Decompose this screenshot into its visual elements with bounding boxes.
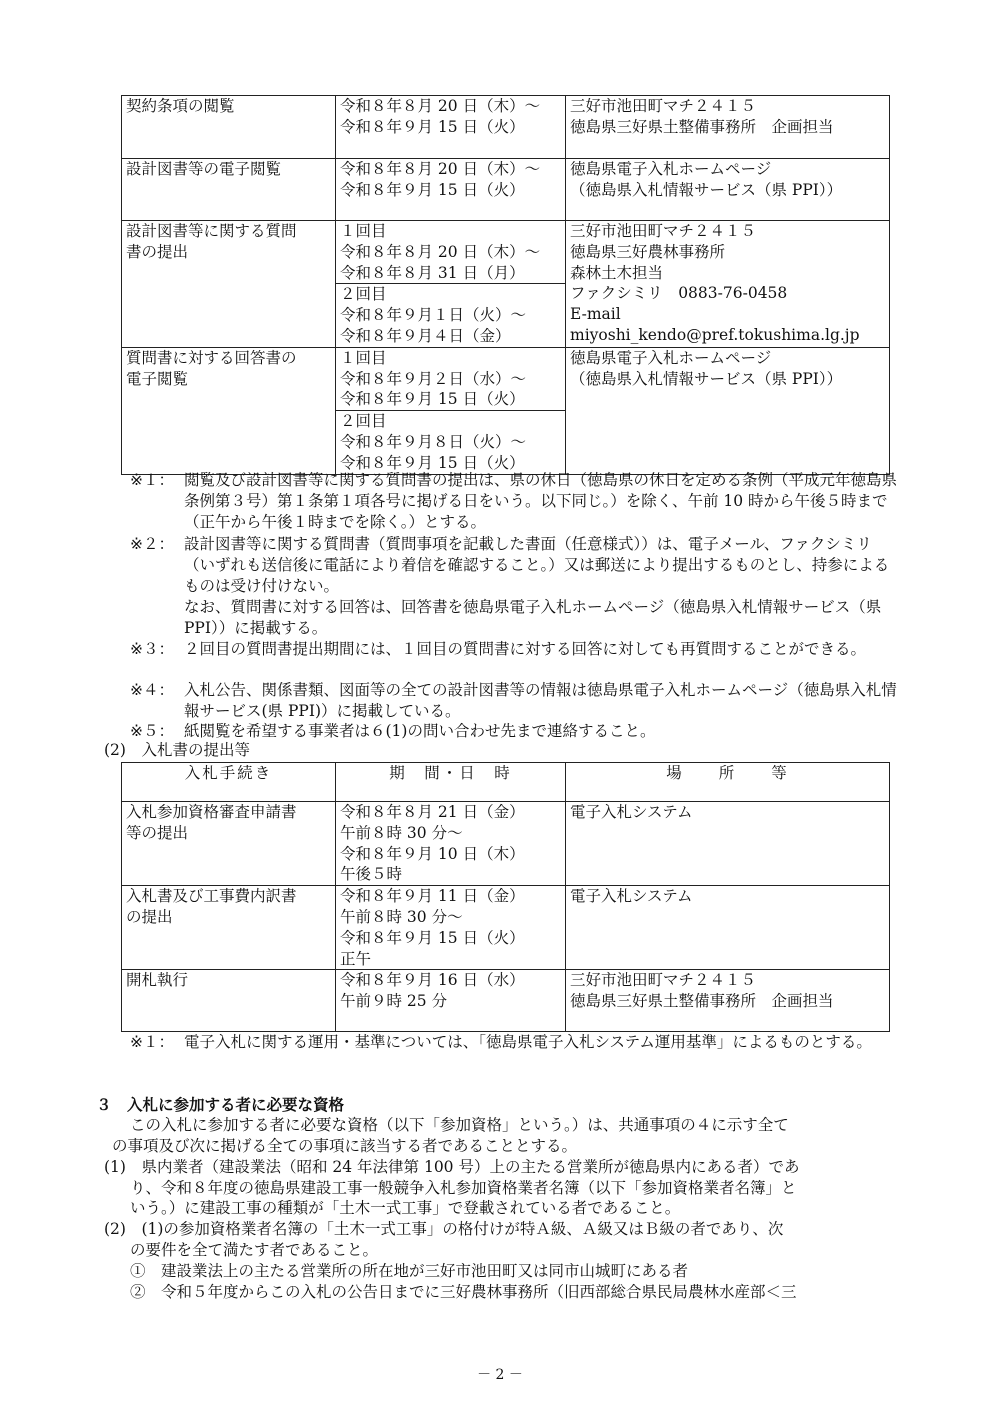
- column-header: 期 間・日 時: [336, 763, 566, 802]
- note-1: ※１： 閲覧及び設計図書等に関する質問書の提出は、県の休日（徳島県の休日を定める条例（平成元年徳島県条例第３号）第１条第１項各号に掲げる日をいう。以下同じ。）を除く、午前 10 時から午後５時まで（正午から午後１時までを除く。）とする。: [130, 471, 898, 531]
- table-header-row: [122, 763, 890, 802]
- row-place: 徳島県電子入札ホームページ （徳島県入札情報サービス（県 PPI））: [566, 347, 890, 474]
- schedule-table-2: [121, 762, 890, 1032]
- row-label: 設計図書等の電子閲覧: [122, 159, 336, 221]
- row-period-first: １回目 令和８年９月２日（水）～ 令和８年９月 15 日（火）: [336, 347, 566, 410]
- row-label: 設計図書等に関する質問 書の提出: [122, 221, 336, 348]
- row-place: 三好市池田町マチ２４１５ 徳島県三好県土整備事務所 企画担当: [566, 970, 890, 1032]
- row-label: 契約条項の閲覧: [122, 96, 336, 159]
- section-2-heading: (2) 入札書の提出等: [104, 741, 250, 759]
- sub-item-2: ② 令和５年度からこの入札の公告日までに三好農林事務所（旧西部総合県民局農林水産部＜三: [130, 1283, 797, 1301]
- section-3-intro-line: この入札に参加する者に必要な資格（以下「参加資格」という。）は、共通事項の４に示す全て: [130, 1116, 789, 1134]
- item-1-line: (1) 県内業者（建設業法（昭和 24 年法律第 100 号）上の主たる営業所が徳島県内にある者）であ: [104, 1158, 800, 1176]
- row-label: 開札執行: [122, 970, 336, 1032]
- note-2-supplement: なお、質問書に対する回答は、回答書を徳島県電子入札ホームページ（徳島県入札情報サービス（県 PPI））に掲載する。: [184, 598, 882, 637]
- page-number: － 2 －: [477, 1367, 523, 1383]
- table-row: [122, 347, 890, 410]
- row-place: 電子入札システム: [566, 802, 890, 886]
- table-row: [122, 159, 890, 221]
- sub-item-1: ① 建設業法上の主たる営業所の所在地が三好市池田町又は同市山城町にある者: [130, 1262, 689, 1280]
- item-2-line: の要件を全て満たす者であること。: [130, 1241, 379, 1259]
- table-row: [122, 96, 890, 159]
- row-period: 令和８年８月 21 日（金） 午前８時 30 分～ 令和８年９月 10 日（木） 午後５時: [336, 802, 566, 886]
- row-period-second: ２回目 令和８年９月１日（火）～ 令和８年９月４日（金）: [336, 284, 566, 347]
- row-period: 令和８年９月 16 日（水） 午前９時 25 分: [336, 970, 566, 1032]
- table-row: [122, 886, 890, 970]
- row-place: 三好市池田町マチ２４１５ 徳島県三好県土整備事務所 企画担当: [566, 96, 890, 159]
- column-header: 入札手続き: [122, 763, 336, 802]
- table-row: [122, 802, 890, 886]
- section-3-intro-line: の事項及び次に掲げる全ての事項に該当する者であることとする。: [112, 1137, 578, 1155]
- row-label: 入札参加資格審査申請書 等の提出: [122, 802, 336, 886]
- section-3-heading: ３ 入札に参加する者に必要な資格: [96, 1096, 345, 1114]
- row-period: 令和８年８月 20 日（木）～ 令和８年９月 15 日（火）: [336, 96, 566, 159]
- item-1-line: り、令和８年度の徳島県建設工事一般競争入札参加資格業者名簿（以下「参加資格業者名簿」と: [130, 1179, 797, 1197]
- row-place: 徳島県電子入札ホームページ （徳島県入札情報サービス（県 PPI））: [566, 159, 890, 221]
- row-period: 令和８年８月 20 日（木）～ 令和８年９月 15 日（火）: [336, 159, 566, 221]
- row-period-second: ２回目 令和８年９月８日（火）～ 令和８年９月 15 日（火）: [336, 411, 566, 474]
- row-period-first: １回目 令和８年８月 20 日（木）～ 令和８年８月 31 日（月）: [336, 221, 566, 284]
- note-table2-1: ※１： 電子入札に関する運用・基準については、「徳島県電子入札システム運用基準」によるものとする。: [130, 1033, 872, 1051]
- note-5: ※５： 紙閲覧を希望する事業者は６(1)の問い合わせ先まで連絡すること。: [130, 722, 656, 740]
- item-1-line: いう。）に建設工事の種類が「土木一式工事」で登載されている者であること。: [130, 1199, 681, 1217]
- row-period: 令和８年９月 11 日（金） 午前８時 30 分～ 令和８年９月 15 日（火） 正午: [336, 886, 566, 970]
- note-4: ※４： 入札公告、関係書類、図面等の全ての設計図書等の情報は徳島県電子入札ホームページ（徳島県入札情報サービス(県 PPI)）に掲載している。: [130, 681, 897, 720]
- table-row: [122, 221, 890, 284]
- schedule-table-1: [121, 95, 890, 475]
- column-header: 場 所 等: [566, 763, 890, 802]
- row-place: 三好市池田町マチ２４１５ 徳島県三好農林事務所 森林土木担当 ファクシミリ 0883-76-0458 E-mail miyoshi_kendo@pref.tokushima.lg.jp: [566, 221, 890, 348]
- table-row: [122, 970, 890, 1032]
- note-3: ※３： ２回目の質問書提出期間には、１回目の質問書に対する回答に対しても再質問することができる。: [130, 640, 867, 658]
- item-2-line: (2) (1)の参加資格業者名簿の「土木一式工事」の格付けが特Ａ級、Ａ級又はＢ級の者であり、次: [104, 1220, 784, 1238]
- row-place: 電子入札システム: [566, 886, 890, 970]
- note-2: ※２： 設計図書等に関する質問書（質問事項を記載した書面（任意様式））は、電子メール、ファクシミリ（いずれも送信後に電話により着信を確認すること。）又は郵送により提出するものとし、持参によるものは受け付けない。: [130, 535, 890, 595]
- row-label: 質問書に対する回答書の 電子閲覧: [122, 347, 336, 474]
- row-label: 入札書及び工事費内訳書 の提出: [122, 886, 336, 970]
